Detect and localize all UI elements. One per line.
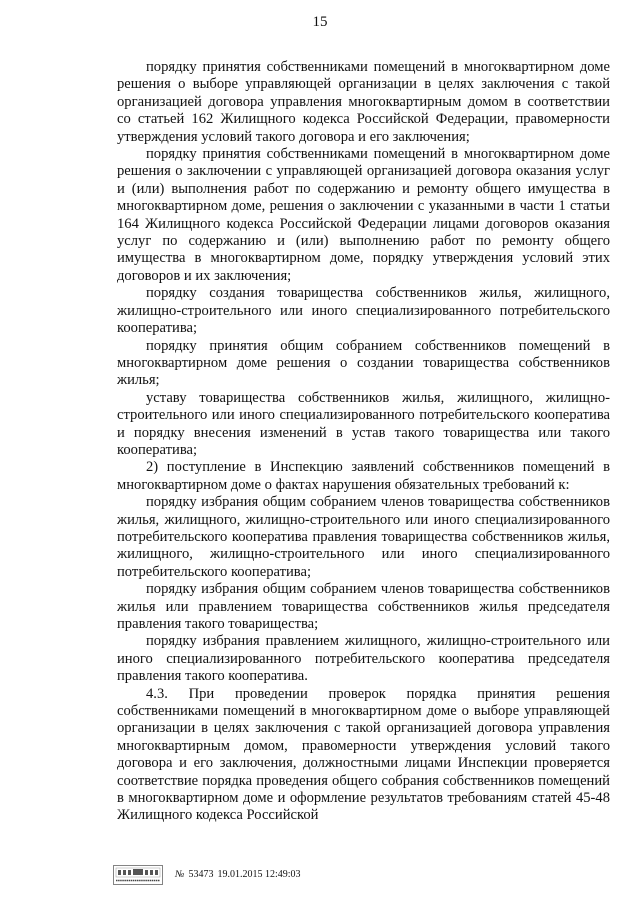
registration-datetime: 19.01.2015 12:49:03	[217, 869, 301, 880]
registry-stamp-logo	[113, 865, 163, 885]
paragraph-8: порядку избрания общим собранием членов товарищества собственников жилья или правлением товарищества собственников жилья председателя правления такого товарищества;	[117, 581, 610, 632]
paragraph-2: порядку принятия собственниками помещений в многоквартирном доме решения о заключении с управляющей организацией договора оказания услуг и (или) выполнения работ по содержанию и ремонту общего имущества в многоквартирном доме, решения о заключении с указанными в части 1 статьи 164 Жилищного кодекса Российской Федерации лицами договоров оказания услуг по содержанию и (или) выполнению работ по ремонту общего имущества в многоквартирном доме, порядку утверждения условий этих договоров и их заключения;	[117, 146, 610, 284]
paragraph-1: порядку принятия собственниками помещений в многоквартирном доме решения о выборе управляющей организации в целях заключения с такой организацией договора управления многоквартирным домом в соответствии со статьей 162 Жилищного кодекса Российской Федерации, правомерности утверждения условий такого договора и его заключения;	[117, 59, 610, 145]
paragraph-4: порядку принятия общим собранием собственников помещений в многоквартирном доме решения о создании товарищества собственников жилья;	[117, 337, 610, 389]
paragraph-9: порядку избрания правлением жилищного, жилищно-строительного или иного специализированного потребительского кооператива председателя правления такого кооператива.	[117, 633, 610, 685]
document-body	[117, 59, 610, 825]
paragraph-5: уставу товарищества собственников жилья, жилищного, жилищно-строительного или иного специализированного потребительского кооператива и порядку внесения изменений в устав такого товарищества или такого кооператива;	[117, 389, 610, 458]
paragraph-3: порядку создания товарищества собственников жилья, жилищного, жилищно-строительного или иного специализированного потребительского кооператива;	[117, 285, 610, 337]
paragraph-10: 4.3. При проведении проверок порядка принятия решения собственниками помещений в многоквартирном доме о выборе управляющей организации в целях заключения с такой организацией договора управления многоквартирным домом, правомерности утверждения условий такого договора и его заключения, должностными лицами Инспекции проверяется соответствие порядка проведения общего собрания собственников помещений в многоквартирном доме и оформление результатов требованиям статей 45-48 Жилищного кодекса Российской	[117, 685, 610, 824]
page-number: 15	[312, 14, 328, 30]
number-sign: №	[175, 869, 185, 880]
paragraph-7: порядку избрания общим собранием членов товарищества собственников жилья, жилищного, жилищно-строительного или иного специализированного потребительского кооператива правления товарищества собственников жилья, жилищного, жилищно-строительного или иного специализированного потребительского кооператива;	[117, 494, 610, 580]
registration-number: 53473	[188, 869, 214, 880]
paragraph-6: 2) поступление в Инспекцию заявлений собственников помещений в многоквартирном доме о фактах нарушения обязательных требований к:	[117, 459, 610, 493]
registration-info	[175, 869, 301, 880]
registration-footer	[113, 865, 613, 889]
